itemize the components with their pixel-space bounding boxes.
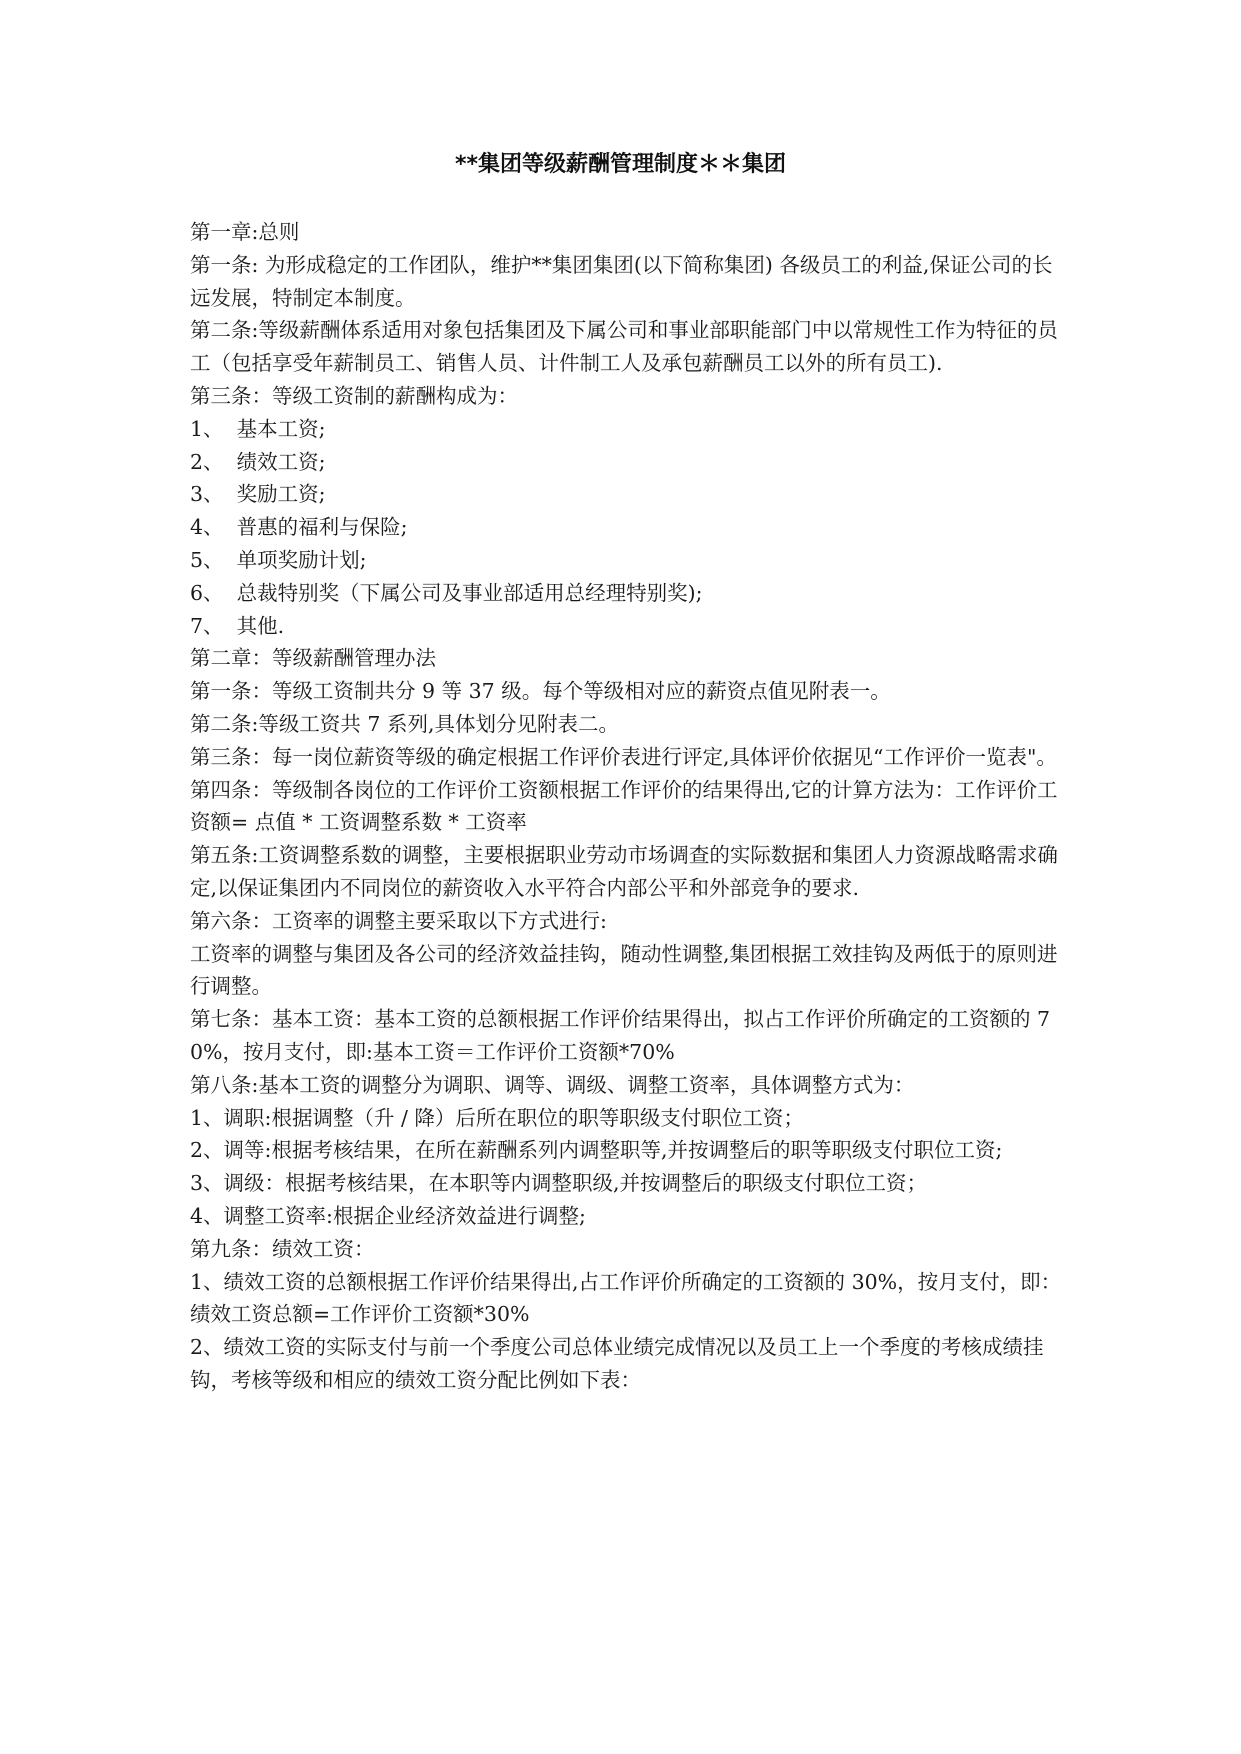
article-paragraph: 第二条:等级工资共 7 系列,具体划分见附表二。: [190, 711, 619, 736]
article-paragraph: 第八条:基本工资的调整分为调职、调等、调级、调整工资率，具体调整方式为：: [190, 1072, 915, 1097]
list-item: 4、 普惠的福利与保险;: [190, 515, 408, 540]
list-item: 1、 基本工资;: [190, 416, 326, 441]
list-item: 3、 奖励工资;: [190, 482, 326, 507]
list-item: 1、绩效工资的总额根据工作评价结果得出,占工作评价所确定的工资额的 30%，按月支付，即：绩效工资总额=工作评价工资额*30%: [190, 1269, 1062, 1327]
list-item: 7、 其他.: [190, 613, 285, 638]
list-item: 2、绩效工资的实际支付与前一个季度公司总体业绩完成情况以及员工上一个季度的考核成绩挂钩，考核等级和相应的绩效工资分配比例如下表：: [190, 1335, 1044, 1392]
article-paragraph: 第一条: 为形成稳定的工作团队，维护**集团集团(以下简称集团) 各级员工的利益,保证公司的长远发展，特制定本制度。: [190, 252, 1053, 310]
article-paragraph: 第三条：等级工资制的薪酬构成为：: [190, 383, 518, 408]
article-paragraph: 第三条：每一岗位薪资等级的确定根据工作评价表进行评定,具体评价依据见“工作评价一览表"。: [190, 744, 1057, 769]
chapter-heading: 第一章:总则: [190, 220, 300, 244]
document-title: **集团等级薪酬管理制度＊＊集团: [454, 152, 786, 177]
list-item: 2、调等:根据考核结果，在所在薪酬系列内调整职等,并按调整后的职等职级支付职位工资;: [190, 1138, 1003, 1163]
list-item: 5、 单项奖励计划;: [190, 547, 367, 572]
article-paragraph: 第一条：等级工资制共分 9 等 37 级。每个等级相对应的薪资点值见附表一。: [190, 679, 891, 704]
article-paragraph: 第四条：等级制各岗位的工作评价工资额根据工作评价的结果得出,它的计算方法为：工作评价工资额= 点值 * 工资调整系数 * 工资率: [190, 777, 1058, 835]
list-item: 6、 总裁特别奖（下属公司及事业部适用总经理特别奖);: [190, 580, 703, 605]
list-item: 1、调职:根据调整（升 / 降）后所在职位的职等职级支付职位工资；: [190, 1105, 804, 1130]
article-paragraph: 第七条：基本工资：基本工资的总额根据工作评价结果得出，拟占工作评价所确定的工资额的 70%，按月支付，即:基本工资＝工作评价工资额*70%: [190, 1007, 1051, 1064]
document-body: [190, 216, 1070, 1397]
article-paragraph: 第五条:工资调整系数的调整，主要根据职业劳动市场调查的实际数据和集团人力资源战略需求确定,以保证集团内不同岗位的薪资收入水平符合内部公平和外部竞争的要求.: [190, 843, 1058, 900]
chapter-heading: 第二章：等级薪酬管理办法: [190, 646, 436, 671]
list-item: 2、 绩效工资;: [190, 449, 326, 474]
list-item: 4、调整工资率:根据企业经济效益进行调整;: [190, 1203, 586, 1228]
article-paragraph: 第九条：绩效工资：: [190, 1236, 375, 1261]
list-item: 3、调级：根据考核结果，在本职等内调整职级,并按调整后的职级支付职位工资；: [190, 1171, 928, 1196]
article-paragraph: 工资率的调整与集团及各公司的经济效益挂钩，随动性调整,集团根据工效挂钩及两低于的原则进行调整。: [190, 941, 1058, 999]
article-paragraph: 第二条:等级薪酬体系适用对象包括集团及下属公司和事业部职能部门中以常规性工作为特征的员工（包括享受年薪制员工、销售人员、计件制工人及承包薪酬员工以外的所有员工).: [190, 318, 1058, 376]
article-paragraph: 第六条：工资率的调整主要采取以下方式进行:: [190, 908, 607, 933]
